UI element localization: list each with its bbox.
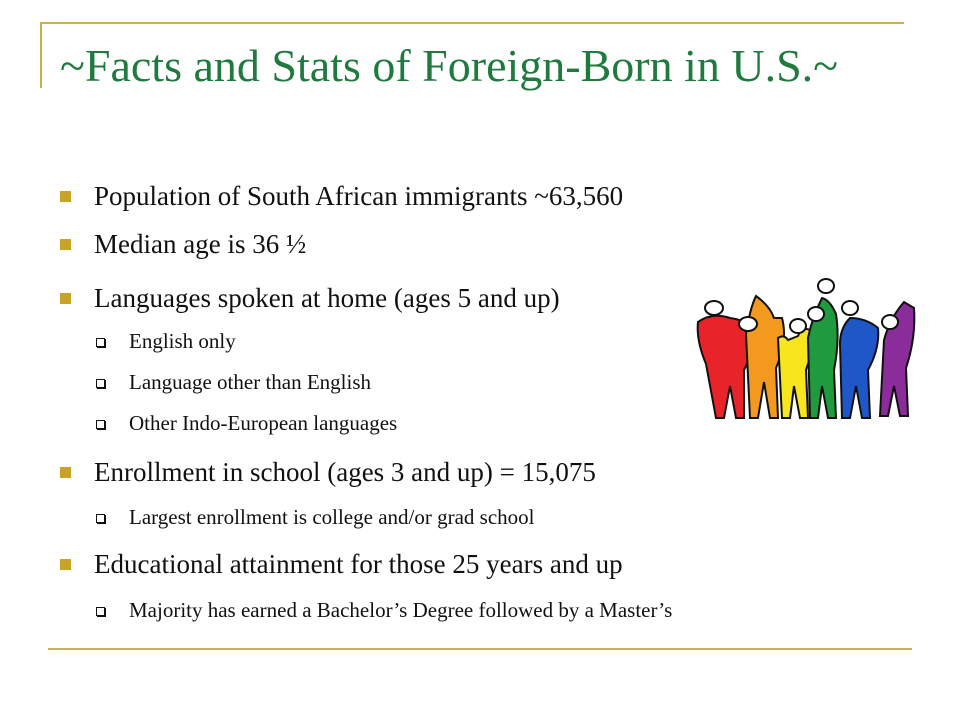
bullet-text: Population of South African immigrants ~63,560: [94, 181, 624, 211]
subbullet-marker: [96, 338, 105, 347]
subbullet-marker: [96, 379, 105, 388]
bullet-text: Languages spoken at home (ages 5 and up): [94, 283, 560, 313]
bullet-marker: [60, 559, 71, 570]
subbullet-text: Largest enrollment is college and/or grad school: [129, 505, 535, 529]
purple-figure-icon: [880, 302, 914, 416]
bullet-marker: [60, 293, 71, 304]
bullet-text: Median age is 36 ½: [94, 229, 307, 259]
green-figure-icon: [808, 279, 838, 418]
subbullet-text: English only: [129, 329, 236, 353]
bullet-text: Educational attainment for those 25 years and up: [94, 549, 623, 579]
bullet-marker: [60, 467, 71, 478]
subbullet-text: Language other than English: [129, 370, 372, 394]
bullet-text: Enrollment in school (ages 3 and up) = 15,075: [94, 457, 596, 487]
subbullet-text: Majority has earned a Bachelor’s Degree followed by a Master’s: [129, 598, 673, 622]
subbullet-marker: [96, 420, 105, 429]
bullet-marker: [60, 239, 71, 250]
subbullet-marker: [96, 514, 105, 523]
frame-left-rule: [40, 22, 42, 88]
frame-bottom-rule: [48, 648, 912, 650]
rainbow-people-icon: [690, 278, 920, 428]
blue-figure-icon: [840, 301, 878, 418]
slide-title: ~Facts and Stats of Foreign-Born in U.S.~: [60, 40, 839, 91]
frame-top-rule: [40, 22, 904, 24]
subbullet-text: Other Indo-European languages: [129, 411, 398, 435]
bullet-marker: [60, 191, 71, 202]
subbullet-marker: [96, 607, 105, 616]
